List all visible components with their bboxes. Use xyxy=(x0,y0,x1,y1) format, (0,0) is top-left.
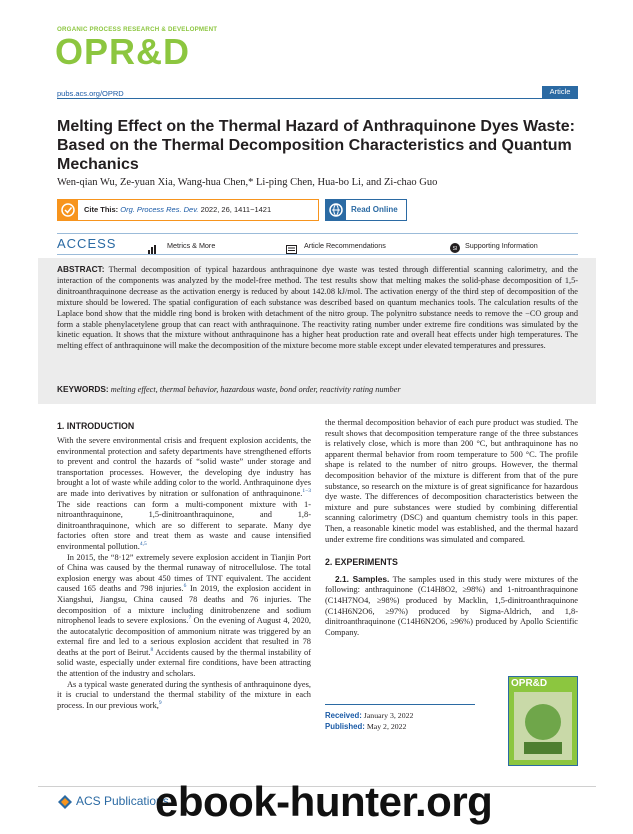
journal-logo: OPR&D xyxy=(55,31,191,72)
svg-text:SI: SI xyxy=(452,246,458,252)
access-bottom-rule xyxy=(57,254,578,255)
cover-title: OPR&D xyxy=(511,678,548,689)
section-heading-introduction: 1. INTRODUCTION xyxy=(57,421,135,431)
cite-this-text[interactable] xyxy=(84,205,271,214)
reference-link[interactable]: 1−3 xyxy=(302,488,311,495)
reference-link[interactable]: 6 xyxy=(183,583,187,590)
cite-journal: Org. Process Res. Dev. xyxy=(120,205,199,214)
access-top-rule xyxy=(57,233,578,234)
intro-paragraph-1: With the severe environmental crisis and frequent explosion accidents, the environmental protection and safety departments have strengthened efforts to prevent and control the hazards of “solid waste” under storage and transportation processes. However, the developing dye industry has brought a lot of waste while adding color to the world. Anthraquinone dyes are made into derivatives by nitration or sulfonation of anthraquinone.$^{1-3}$ The side reactions can form a multi-component mixture with 1-nitroanthraquinone, 1,5-dinitroanthraquinone, and 1,8-dinitroanthraquinone, which are so different to separate. Many dye factories often store and treat them as waste and cause intensified environmental pollution.$^{4,5}$ xyxy=(57,436,311,551)
abstract-label: ABSTRACT: xyxy=(57,264,105,274)
publisher-name: ACS Publications xyxy=(76,794,169,808)
intro-paragraph-2: In 2015, the “8·12” extremely severe explosion accident in Tianjin Port of China was caused by the thermal runaway of nitrocellulose. The total explosion energy was about 450 times of TNT equivalent. The accident caused 165 deaths and 798 injuries.$^6$ In 2019, the explosion accident in Xiangshui, Jiangsu, China caused 78 deaths and 76 injuries. The decomposition of a mixture including dinitrobenzene and sodium nitrophenol leads to severe explosions.$^7$ On the evening of August 4, 2020, the autocatalytic decomposition of ammonium nitrate was triggered by an external fire and led to a serious explosion accident that resulted in 78 deaths at the port of Beirut.$^8$ Accidents caused by the thermal instability of solid waste, especially under external fire conditions, have been attracting the attention of the industry and scholars. xyxy=(57,552,311,679)
article-dates xyxy=(325,710,465,732)
cite-label: Cite This: xyxy=(84,205,119,214)
received-label: Received: xyxy=(325,711,362,720)
reference-link[interactable]: 8 xyxy=(150,647,154,654)
samples-paragraph: 2.1. Samples. The samples used in this study were mixtures of the following: anthraquinone (C14H8O2, ≥98%) and 1-nitroanthraquinone (C14H7NO4, ≥98%) produced by Macklin, 1,5-dinitroanthraquinone (C14H6N2O6, ≥97%) produced by Sigma-Aldrich, and 1,8-dinitroanthraquinone (C14H6N2O6, ≥96%) produced by Apollo Scientific Company. xyxy=(325,573,579,637)
keywords xyxy=(57,384,578,395)
cover-image xyxy=(514,692,572,760)
read-online-icon xyxy=(326,200,346,220)
intro-paragraph-4: the thermal decomposition behavior of each pure product was studied. The result shows that decomposition temperature range of the three substances is relatively close, which is more than 200 °C, but anthraquinone has no apparent thermal behavior from room temperature to 500 °C. The profile shape is related to the number of nitro groups. However, the thermal decomposition behavior of the mixture is different from that of the pure substance, so research on the mixture is of great significance for hazardous dye waste. The differences of decomposition characteristics between the mixture and pure substances were studied by combining differential scanning calorimetry (DSC) and quantum chemistry tools in this paper. Then, a reasonable kinetic model was established, and the thermal hazard under extreme fire conditions was simulated and compared. xyxy=(325,418,578,544)
header-divider xyxy=(57,98,578,99)
dates-divider xyxy=(325,704,475,705)
cite-details: 2022, 26, 1411−1421 xyxy=(200,205,272,214)
right-column xyxy=(325,418,578,638)
published-date: May 2, 2022 xyxy=(366,722,407,731)
supporting-info-link[interactable]: Supporting Information xyxy=(465,241,538,250)
supporting-info-icon xyxy=(450,240,460,258)
left-column xyxy=(57,436,311,711)
journal-url-link[interactable]: pubs.acs.org/OPRD xyxy=(57,89,124,98)
journal-name: ORGANIC PROCESS RESEARCH & DEVELOPMENT xyxy=(57,26,218,33)
reference-link[interactable]: 7 xyxy=(188,615,192,622)
acs-logo-icon xyxy=(57,794,73,815)
published-label: Published: xyxy=(325,722,365,731)
article-title: Melting Effect on the Thermal Hazard of Anthraquinone Dyes Waste: Based on the Thermal Decomposition Characteristics and Quantum Mechanics xyxy=(57,118,575,173)
reference-link[interactable]: 4,5 xyxy=(139,541,147,548)
abstract xyxy=(57,264,578,352)
received-date: January 3, 2022 xyxy=(363,711,414,720)
abstract-text: Thermal decomposition of typical hazardous anthraquinone dye waste was tested through differential scanning calorimetry, and the interaction of the components was analyzed by the model-free method. The test results show that melting makes the solid-phase decomposition of 1,5-dinitroanthraquinone decrease as the activation energy is reduced by about 142.08 kJ/mol. The activation energy of the third step of decomposition of the mixture should be lowered. The spatial configuration of each substance was described based on quantum mechanics tools. The calculation results of the Laplace bond show that the middle ring bond is broken with detachment of the nitro group. The polynitro substance needs to remove the −CO group and form a stable phenylacetylene group that can react with anthraquinone. The reactivity rating number under extreme fire conditions was simulated by the kinetic equation. It shows that the mixture without anthraquinone has a higher heat production rate and overall heat effects under high temperatures. The melting effect of anthraquinone will make the decomposition of the mixture become more stable except under elevated temperatures and pressures. xyxy=(57,265,578,351)
metrics-link[interactable]: Metrics & More xyxy=(167,241,216,250)
intro-paragraph-3: As a typical waste generated during the synthesis of anthraquinone dyes, it is crucial to understand the thermal stability of the mixture in each process. In our previous work,$^9$ xyxy=(57,679,311,710)
recommendations-icon xyxy=(286,241,297,259)
section-heading-experiments: 2. EXPERIMENTS xyxy=(325,557,398,568)
author-list: Wen-qian Wu, Ze-yuan Xia, Wang-hua Chen,* Li-ping Chen, Hua-bo Li, and Zi-chao Guo xyxy=(57,177,438,188)
keywords-label: KEYWORDS: xyxy=(57,384,109,394)
access-label: ACCESS xyxy=(57,236,117,251)
subsection-heading-samples: 2.1. Samples. xyxy=(335,573,390,584)
metrics-icon xyxy=(148,241,158,259)
reference-link[interactable]: 9 xyxy=(158,700,162,707)
watermark: ebook-hunter.org xyxy=(155,778,493,825)
read-online-label[interactable]: Read Online xyxy=(351,205,398,214)
cite-icon xyxy=(58,200,78,220)
keywords-text: melting effect, thermal behavior, hazardous waste, bond order, reactivity rating number xyxy=(110,385,401,394)
recommendations-link[interactable]: Article Recommendations xyxy=(304,241,386,250)
article-type-badge: Article xyxy=(542,86,578,98)
